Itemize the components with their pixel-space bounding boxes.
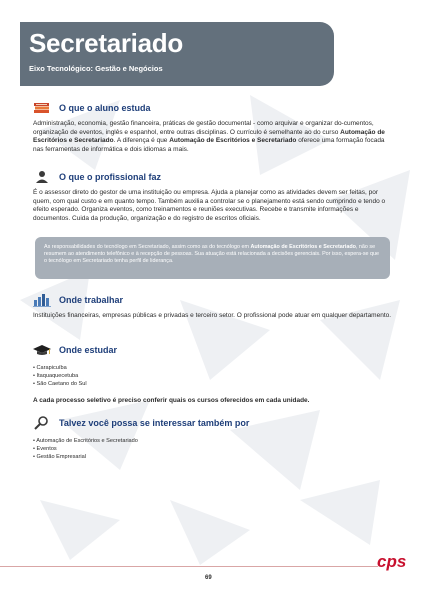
list-item: • Gestão Empresarial xyxy=(33,454,394,462)
footer-divider xyxy=(0,566,378,567)
section-estudar xyxy=(33,343,394,404)
list-item: • Carapicuíba xyxy=(33,365,394,373)
list-item: • Eventos xyxy=(33,446,394,454)
related-courses-list xyxy=(33,438,394,461)
magnifier-icon xyxy=(33,416,51,430)
paragraph-profissional: É o assessor direto do gestor de uma instituição ou empresa. Ajuda a planejar como as atividades devem ser feitas, por quem, com qual custo e em quanto tempo. Também auxilia a controlar se o planejamento está sendo cumprindo e tendo o efeito esperado. Organiza eventos, como treinamentos e reuniões executivas. Recebe e transmite informações e documentos. Cuida da produção, organização e do registro de escritos oficiais. xyxy=(33,189,386,222)
section-aluno xyxy=(33,101,394,154)
books-icon xyxy=(33,101,51,115)
paragraph-aluno: Administração, economia, gestão financeira, práticas de gestão documental - como arquivar e organizar do-cumentos, organização de eventos, inglês e espanhol, entre outras disciplinas. O currículo é semelhante ao do curso Automação de Escritórios e Secretariado. A diferença é que Automação de Escritórios e Secretariado oferece uma formação focada nas ferramentas de informática e dois idiomas a mais. xyxy=(33,120,385,153)
page-number: 69 xyxy=(205,575,212,581)
section-trabalhar xyxy=(33,293,394,321)
header-banner xyxy=(20,22,334,86)
cps-logo xyxy=(376,551,414,573)
selection-note: A cada processo seletivo é preciso conferir quais os cursos oferecidos em cada unidade. xyxy=(33,397,310,405)
city-icon xyxy=(33,293,51,307)
list-item: • Itaquaquecetuba xyxy=(33,373,394,381)
svg-text:cps: cps xyxy=(377,552,407,571)
page-subtitle: Eixo Tecnológico: Gestão e Negócios xyxy=(29,64,163,73)
section-title-estudar: Onde estudar xyxy=(59,345,118,355)
section-profissional xyxy=(33,170,394,223)
section-interesse xyxy=(33,416,394,461)
highlight-note: As responsabilidades do tecnólogo em Secretariado, assim como as do tecnólogo em Automação de Escritórios e Secretariado, não se resumem ao atendimento telefônico e à recepção de pessoas. Sua atuação está relacionada a decisões gerenciais. Por isso, espera-se que o tecnólogo em Secretariado tenha perfil de liderança. xyxy=(35,237,390,279)
page-title: Secretariado xyxy=(29,28,183,58)
section-title-profissional: O que o profissional faz xyxy=(59,172,162,182)
section-title-trabalhar: Onde trabalhar xyxy=(59,295,124,305)
professional-icon xyxy=(33,170,51,184)
list-item: • São Caetano do Sul xyxy=(33,381,394,389)
graduation-cap-icon xyxy=(33,343,51,357)
section-title-aluno: O que o aluno estuda xyxy=(59,103,151,113)
study-locations-list xyxy=(33,365,394,388)
paragraph-trabalhar: Instituições financeiras, empresas públicas e privadas e terceiro setor. O profissional pode atuar em qualquer departamento. xyxy=(33,312,392,319)
list-item: • Automação de Escritórios e Secretariado xyxy=(33,438,394,446)
section-title-interesse: Talvez você possa se interessar também por xyxy=(59,418,250,428)
